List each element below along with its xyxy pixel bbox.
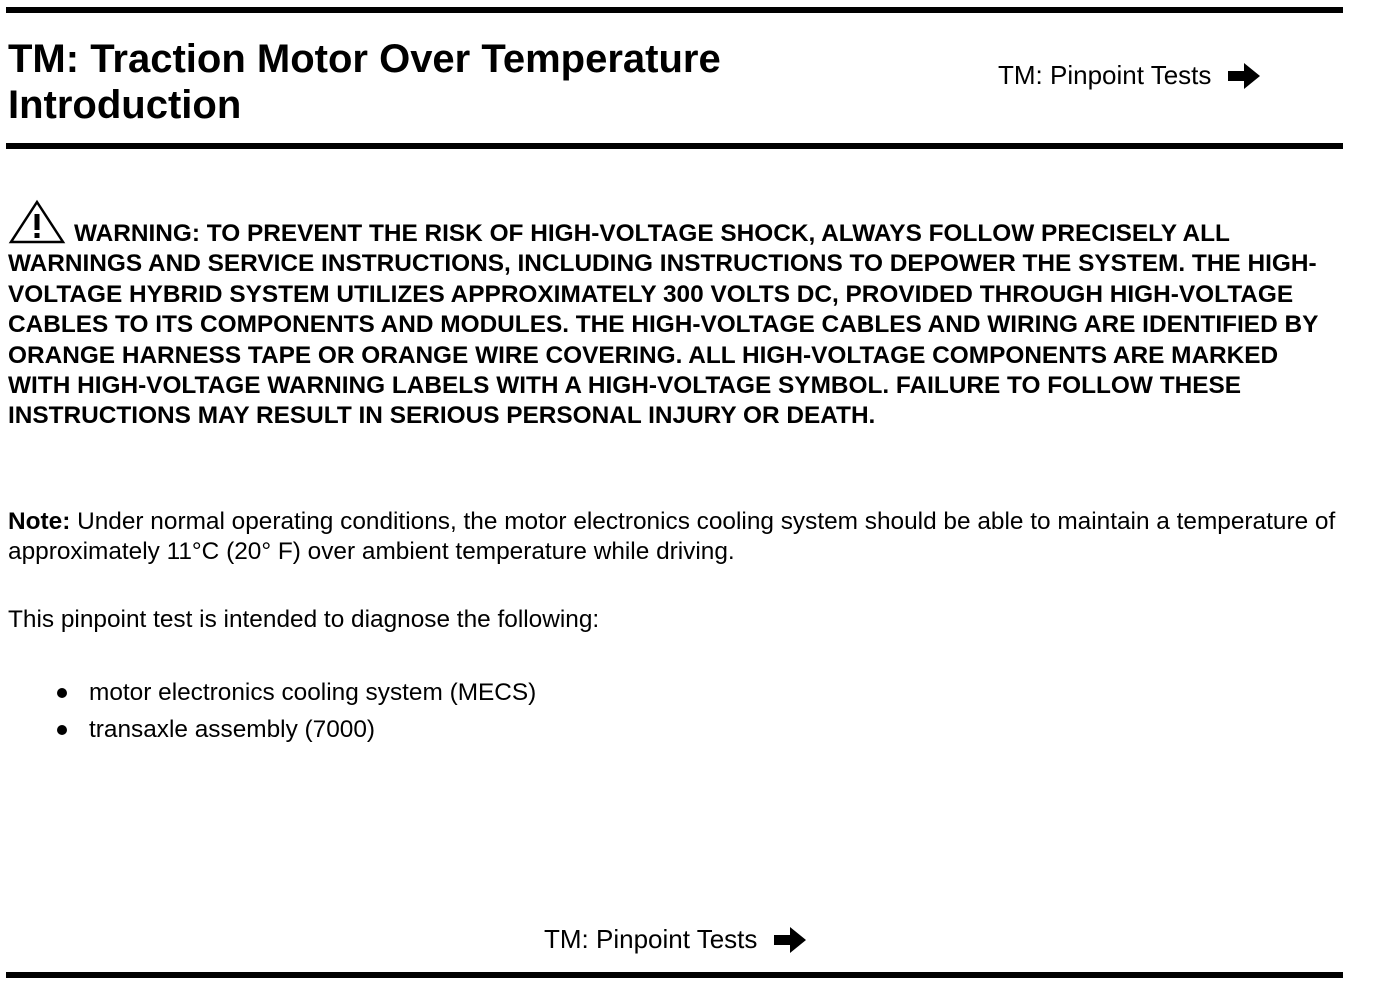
pinpoint-tests-link-label[interactable]: TM: Pinpoint Tests [544,924,758,954]
bottom-divider [6,972,1343,978]
warning-paragraph [8,199,1338,432]
page-title [8,36,908,128]
top-divider [6,7,1343,13]
note-paragraph [8,507,1338,568]
pinpoint-tests-link-top[interactable] [998,60,1261,91]
intro-text: This pinpoint test is intended to diagnose the following: [8,606,600,633]
list-item [56,678,536,708]
page-title-line-1: TM: Traction Motor Over Temperature [8,37,721,81]
diagnosis-list [56,678,536,752]
warning-text: WARNING: TO PREVENT THE RISK OF HIGH-VOLTAGE SHOCK, ALWAYS FOLLOW PRECISELY ALL WARNINGS AND SERVICE INSTRUCTIONS, INCLUDING INSTRUCTIONS TO DEPOWER THE SYSTEM. THE HIGH-VOLTAGE HYBRID SYSTEM UTILIZES APPROXIMATELY 300 VOLTS DC, PROVIDED THROUGH HIGH-VOLTAGE CABLES TO ITS COMPONENTS AND MODULES. THE HIGH-VOLTAGE CABLES AND WIRING ARE IDENTIFIED BY ORANGE HARNESS TAPE OR ORANGE WIRE COVERING. ALL HIGH-VOLTAGE COMPONENTS ARE MARKED WITH HIGH-VOLTAGE WARNING LABELS WITH A HIGH-VOLTAGE SYMBOL. FAILURE TO FOLLOW THESE INSTRUCTIONS MAY RESULT IN SERIOUS PERSONAL INJURY OR DEATH. [8,220,1318,430]
pinpoint-tests-link-label[interactable]: TM: Pinpoint Tests [998,60,1212,90]
note-label: Note: [8,508,71,535]
pinpoint-tests-link-bottom[interactable] [544,924,807,955]
note-text: Under normal operating conditions, the motor electronics cooling system should be able to maintain a temperature of approximately 11°C (20° F) over ambient temperature while driving. [8,508,1336,566]
arrow-right-icon[interactable] [1227,62,1261,90]
arrow-right-icon[interactable] [773,926,807,954]
header-divider [6,143,1343,149]
list-item [56,715,536,745]
page-title-line-2: Introduction [8,83,242,127]
list-item-text: transaxle assembly (7000) [89,716,376,743]
warning-triangle-icon [8,199,66,245]
bullet-icon [57,725,67,735]
bullet-icon [57,688,67,698]
list-item-text: motor electronics cooling system (MECS) [89,679,537,706]
